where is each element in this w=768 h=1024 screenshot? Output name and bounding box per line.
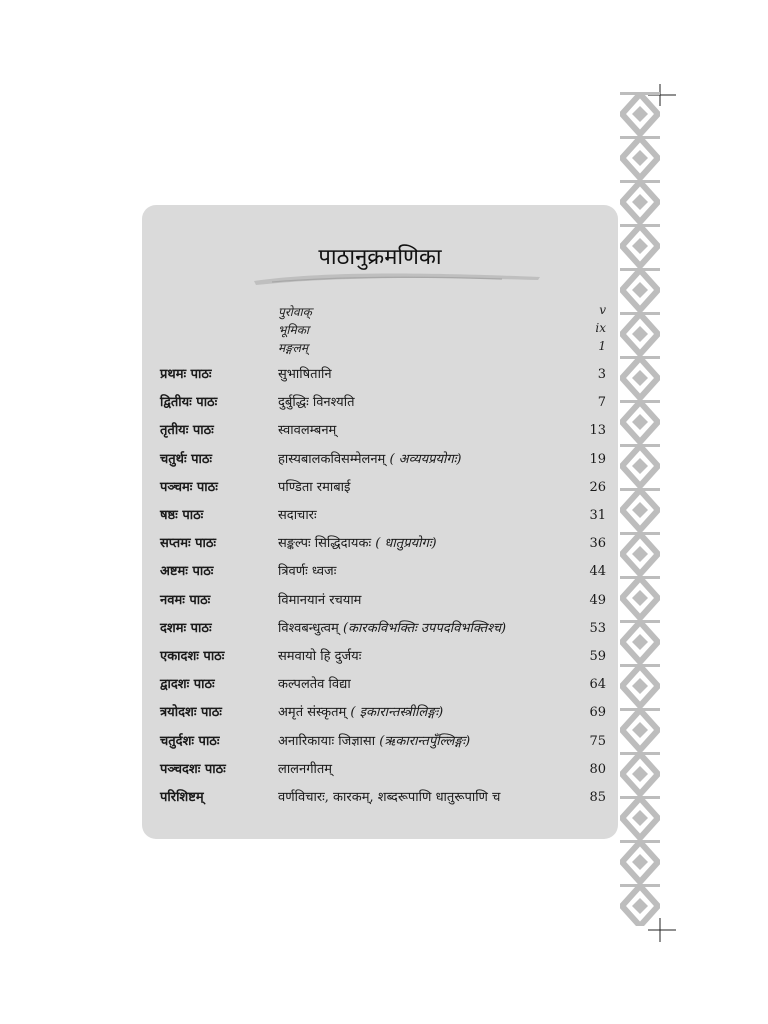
toc-row [142,699,618,727]
page-number: 80 [589,761,606,777]
page-number: 59 [589,649,606,664]
chapter-title [278,671,351,699]
toc-row [142,502,618,530]
chapter-title [278,615,506,643]
lesson-number: प्रथमः पाठः [160,367,212,382]
lesson-number: सप्तमः पाठः [160,536,217,552]
toc-row [142,530,618,558]
toc-row [142,446,618,474]
toc-row [142,361,618,389]
chapter-title-text: समवायो हि दुर्जयः [278,649,362,664]
chapter-title [278,558,336,586]
chapter-title [278,361,332,389]
chapter-title [278,643,361,671]
page-number: 3 [597,367,606,382]
toc-row [142,671,618,699]
chapter-title [278,530,437,558]
toc-row [142,784,618,812]
chapter-grammar-note: (कारकविभक्तिः उपपदविभक्तिश्च) [342,620,507,636]
page-title: पाठानुक्रमणिका [318,245,442,270]
page-number: 53 [589,620,606,636]
lesson-number: त्रयोदशः पाठः [160,705,222,721]
chapter-title-text: हास्यबालकविसम्मेलनम् [278,451,386,467]
page-number: 75 [589,733,606,749]
prelim-page-number: ix [595,321,606,335]
toc-row [142,474,618,502]
toc-row [142,587,618,615]
toc-row [142,615,618,643]
lesson-number: द्वादशः पाठः [160,677,215,693]
page-number: 44 [589,564,606,580]
toc-row [142,728,618,756]
decorative-border-pattern [620,92,660,926]
prelim-label: भूमिका [278,323,310,337]
page-number: 85 [589,790,606,805]
prelim-label: मङ्गलम् [278,341,309,355]
lesson-number: एकादशः पाठः [160,649,225,664]
chapter-title-text: विमानयानं रचयाम [278,592,362,608]
chapter-title [278,417,336,445]
page-number: 13 [589,423,606,439]
lesson-number: परिशिष्टम् [160,790,204,805]
chapter-title-text: अनारिकायाः जिज्ञासा [278,733,376,749]
page-number: 36 [589,536,606,552]
prelim-label: पुरोवाक् [278,305,312,319]
chapter-title [278,756,332,784]
toc-row [142,756,618,784]
chapter-grammar-note: (ऋकारान्तपुँल्लिङ्गः) [379,733,471,749]
lesson-number: नवमः पाठः [160,592,211,608]
chapter-title [278,446,461,474]
chapter-title [278,587,361,615]
chapter-title [278,474,350,502]
lesson-number: अष्टमः पाठः [160,564,214,580]
toc-row [142,417,618,445]
lesson-number: दशमः पाठः [160,620,212,636]
chapter-title [278,728,470,756]
page-number: 69 [589,705,606,721]
page-number: 26 [589,479,606,495]
brush-stroke-decoration [252,269,542,287]
chapter-title [278,699,443,727]
toc-row [142,643,618,671]
page-number: 49 [589,592,606,608]
lesson-number: तृतीयः पाठः [160,423,214,439]
chapter-title-text: त्रिवर्णः ध्वजः [278,564,337,580]
lesson-number: षष्ठः पाठः [160,508,204,523]
page-number: 19 [589,451,606,467]
chapter-title-text: लालनगीतम् [278,761,333,777]
toc-row [142,389,618,417]
table-of-contents-panel [142,205,618,839]
page-number: 7 [597,395,606,411]
chapter-title-text: पण्डिता रमाबाई [278,479,351,495]
chapter-grammar-note: ( अव्ययप्रयोगः) [389,451,462,467]
chapter-grammar-note: ( इकारान्तस्त्रीलिङ्गः) [350,705,444,721]
page-number: 64 [589,677,606,693]
chapter-grammar-note: ( धातुप्रयोगः) [375,536,437,552]
page-number: 31 [589,508,606,523]
chapter-title [278,784,500,812]
chapter-title-text: स्वावलम्बनम् [278,423,337,439]
lesson-number: द्वितीयः पाठः [160,395,218,411]
chapter-title-text: कल्पलतेव विद्या [278,677,351,693]
chapter-title-text: वर्णविचारः, कारकम्, शब्दरूपाणि धातुरूपाणि च [278,790,501,805]
lesson-number: पञ्चदशः पाठः [160,761,226,777]
toc-row [142,558,618,586]
chapter-title-text: दुर्बुद्धिः विनश्यति [278,395,355,411]
chapter-title [278,389,355,417]
lesson-number: चतुर्थः पाठः [160,451,213,467]
chapter-title-text: सुभाषितानि [278,367,332,382]
prelim-page-number: v [599,303,606,317]
chapter-title-text: विश्वबन्धुत्वम् [278,620,339,636]
chapter-title-text: अमृतं संस्कृतम् [278,705,347,721]
lesson-number: पञ्चमः पाठः [160,479,218,495]
chapter-title-text: सदाचारः [278,508,317,523]
chapter-title-text: सङ्कल्पः सिद्धिदायकः [278,536,372,552]
lesson-number: चतुर्दशः पाठः [160,733,220,749]
prelim-page-number: 1 [598,339,606,353]
chapter-title [278,502,317,530]
